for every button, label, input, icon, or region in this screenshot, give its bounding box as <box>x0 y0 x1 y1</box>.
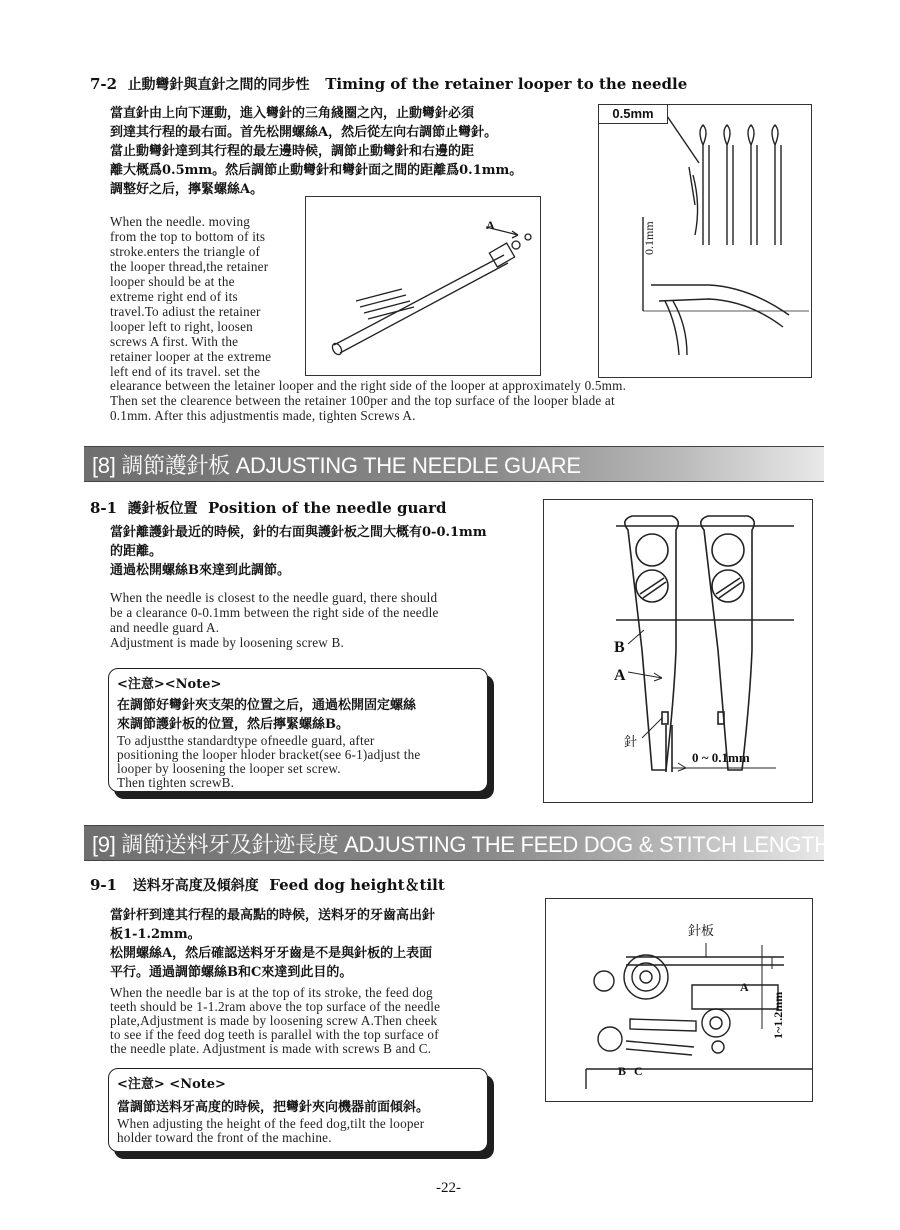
needle-clearance-figure <box>598 104 812 378</box>
needle-guard-drawing <box>544 500 812 802</box>
text-line: retainer looper at the extreme <box>110 349 272 364</box>
note-en-line: positioning the looper hloder bracket(see 6-1)adjust the <box>117 747 421 762</box>
text-line: the needle plate. Adjustment is made with screws B and C. <box>110 1041 432 1056</box>
note-en-line: Then tighten screwB. <box>117 775 235 790</box>
section-8-1-heading <box>90 498 447 518</box>
text-line: from the top to bottom of its <box>110 229 266 244</box>
text-line: teeth should be 1-1.2ram above the top surface of the needle <box>110 999 441 1014</box>
gap-label-box <box>599 105 668 124</box>
text-line: to see if the feed dog teeth is parallel with the top surface of <box>110 1027 439 1042</box>
section-title-zh: 止動彎針與直針之間的同步性 <box>127 77 310 93</box>
figure-label-gap: 0 ~ 0.1mm <box>692 750 750 765</box>
text-line: 通過松開螺絲B來達到此調節。 <box>110 563 290 578</box>
section-9-1-note <box>108 1068 488 1152</box>
note-zh-line: 在調節好彎針夾支架的位置之后，通過松開固定螺絲 <box>117 698 417 713</box>
section-title-en: Feed dog height＆tilt <box>269 876 445 894</box>
page-number: -22- <box>436 1180 461 1196</box>
section-title-en: Timing of the retainer looper to the needle <box>325 75 688 93</box>
note-title: <注意> <Note> <box>117 1077 226 1092</box>
text-line: stroke.enters the triangle of <box>110 244 261 259</box>
figure-label-needle: 針 <box>624 734 638 749</box>
section-9-banner <box>84 825 830 861</box>
text-line: 0.1mm. After this adjustmentis made, tighten Screws A. <box>110 408 416 423</box>
gap-vertical-label: 0.1mm <box>642 221 656 255</box>
section-7-2-zh-text <box>110 104 570 199</box>
figure-label-b: B <box>618 1064 627 1078</box>
note-zh-line: 來調節護針板的位置，然后擰緊螺絲B。 <box>117 717 349 732</box>
figure-label-needle-plate: 針板 <box>688 923 715 938</box>
text-line: 當直針由上向下運動，進入彎針的三角綫圈之內，止動彎針必須 <box>110 106 475 121</box>
retainer-looper-figure <box>305 196 541 376</box>
section-8-1-zh-text <box>110 523 540 580</box>
text-line: When the needle. moving <box>110 214 251 229</box>
needle-guard-figure <box>543 499 813 803</box>
text-line: When the needle bar is at the top of its stroke, the feed dog <box>110 985 433 1000</box>
needle-clearance-drawing <box>599 105 811 377</box>
figure-label-a: A <box>614 667 626 684</box>
figure-label-a: A <box>486 218 495 232</box>
text-line: Then set the clearence between the retainer 100per and the top surface of the looper blade at <box>110 393 615 408</box>
figure-label-a: A <box>740 980 749 994</box>
note-title: <注意><Note> <box>117 677 222 692</box>
text-line: 當止動彎針達到其行程的最左邊時候，調節止動彎針和右邊的距 <box>110 144 475 159</box>
text-line: 板1-1.2mm。 <box>110 927 201 942</box>
section-number: 8-1 <box>90 499 118 517</box>
text-line: 離大概爲0.5mm。然后調節止動彎針和彎針面之間的距離爲0.1mm。 <box>110 163 523 178</box>
section-number: 9-1 <box>90 876 118 894</box>
text-line: 的距離。 <box>110 544 163 559</box>
section-8-banner <box>84 446 824 482</box>
banner-title: [9] 調節送料牙及針迹長度 ADJUSTING THE FEED DOG & STITCH LENGTH <box>92 831 830 857</box>
section-8-1-note <box>108 668 488 792</box>
text-line: 當針杆到達其行程的最高點的時候，送料牙的牙齒高出針 <box>110 908 436 923</box>
feed-dog-drawing <box>546 899 812 1101</box>
text-line: 當針離護針最近的時候，針的右面與護針板之間大概有0-0.1mm <box>110 525 487 540</box>
text-line: and needle guard A. <box>110 620 220 635</box>
note-en-line: looper by loosening the looper set screw. <box>117 761 341 776</box>
text-line: travel.To adiust the retainer <box>110 304 261 319</box>
text-line: left end of its travel. set the <box>110 364 261 379</box>
banner-title: [8] 調節護針板 ADJUSTING THE NEEDLE GUARE <box>92 452 581 478</box>
section-9-1-heading <box>90 874 445 895</box>
section-title-zh: 護針板位置 <box>127 501 198 517</box>
retainer-looper-drawing <box>306 197 540 375</box>
section-7-2-en-left-text <box>110 214 305 379</box>
note-zh-line: 當調節送料牙高度的時候，把彎針夾向機器前面傾斜。 <box>117 1100 430 1115</box>
text-line: screws A first. With the <box>110 334 239 349</box>
note-en-line: holder toward the front of the machine. <box>117 1130 332 1145</box>
text-line: 松開螺絲A，然后確認送料牙牙齒是不是與針板的上表面 <box>110 946 433 961</box>
section-9-1-en-text <box>110 986 530 1056</box>
text-line: 調整好之后，擰緊螺絲A。 <box>110 182 264 197</box>
section-9-1-zh-text <box>110 906 530 982</box>
text-line: plate,Adjustment is made by loosening screw A.Then cheek <box>110 1013 438 1028</box>
section-title-en: Position of the needle guard <box>208 499 447 517</box>
note-en-line: To adjustthe standardtype ofneedle guard, after <box>117 733 375 748</box>
section-number: 7-2 <box>90 75 118 93</box>
text-line: extreme right end of its <box>110 289 238 304</box>
figure-label-b: B <box>614 639 625 656</box>
note-en-line: When adjusting the height of the feed dog,tilt the looper <box>117 1116 425 1131</box>
figure-label-height: 1~1.2mm <box>771 991 785 1039</box>
text-line: When the needle is closest to the needle guard, there should <box>110 590 438 605</box>
text-line: looper should be at the <box>110 274 235 289</box>
feed-dog-figure <box>545 898 813 1102</box>
section-7-2-heading <box>90 74 687 94</box>
text-line: elearance between the letainer looper and the right side of the looper at approximately 0.5mm. <box>110 378 627 393</box>
text-line: 到達其行程的最右面。首先松開螺絲A，然后從左向右調節止彎針。 <box>110 125 498 140</box>
figure-label-c: C <box>634 1064 643 1078</box>
gap-label: 0.5mm <box>612 106 654 121</box>
text-line: looper left to right, loosen <box>110 319 253 334</box>
text-line: Adjustment is made by loosening screw B. <box>110 635 344 650</box>
text-line: the looper thread,the retainer <box>110 259 269 274</box>
section-title-zh: 送料牙高度及傾斜度 <box>132 878 259 894</box>
text-line: 平行。通過調節螺絲B和C來達到此目的。 <box>110 965 353 980</box>
text-line: be a clearance 0-0.1mm between the right side of the needle <box>110 605 439 620</box>
section-8-1-en-text <box>110 590 540 650</box>
section-7-2-en-full-text <box>110 378 750 423</box>
